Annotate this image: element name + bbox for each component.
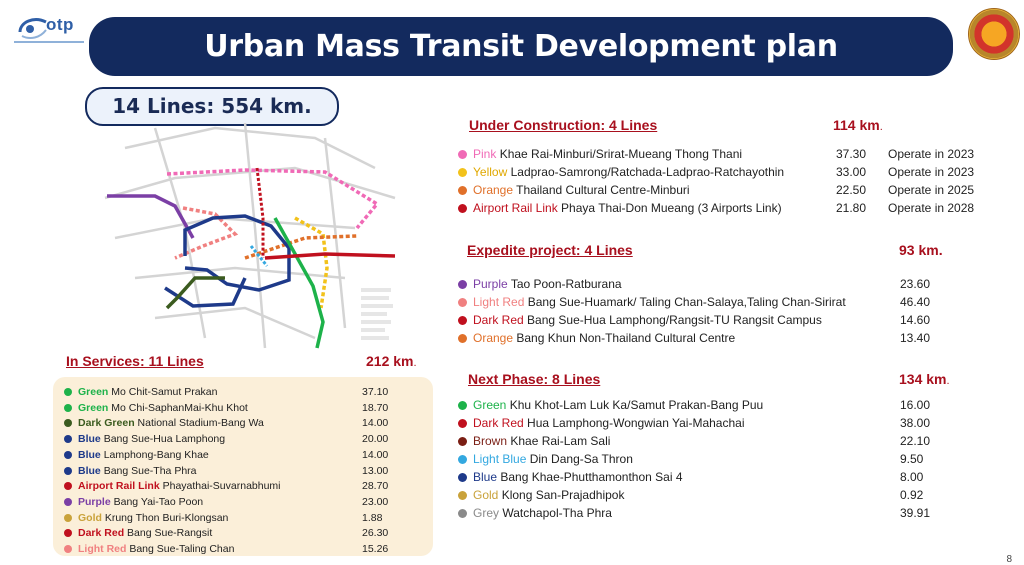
list-item [64,416,264,432]
summary-text: 14 Lines: 554 km [112,94,305,118]
line-bullet-icon [64,404,72,412]
list-item [458,181,690,199]
line-bullet-icon [458,298,467,307]
page-number: 8 [1006,554,1012,565]
line-bullet-icon [64,498,72,506]
ministry-seal-icon [968,8,1020,60]
in-services-km-dot: . [413,357,417,369]
logo-underline [14,41,84,43]
summary-dot: . [304,94,312,118]
line-length: 23.00 [362,495,389,508]
line-color-name: Dark Green [78,417,135,430]
list-item [458,163,784,181]
list-item [458,145,742,163]
line-length: 26.30 [362,527,389,540]
line-route-name: Bang Sue-Rangsit [127,527,213,540]
line-route-name: Khu Khot-Lam Luk Ka/Samut Prakan-Bang Puu [509,398,764,412]
line-route-name: Bang Yai-Tao Poon [113,495,204,508]
line-route-name: Bang Sue-Hua Lamphong [103,433,226,446]
line-color-name: Gold [78,511,102,524]
line-color-name: Grey [473,506,500,520]
line-route-name: Phayathai-Suvarnabhumi [162,480,281,493]
line-color-name: Gold [473,488,499,502]
next-phase-km [899,371,950,387]
line-color-name: Airport Rail Link [78,480,160,493]
line-color-name: Blue [473,470,498,484]
list-item [64,511,228,527]
line-bullet-icon [458,437,467,446]
line-route-name: Ladprao-Samrong/Ratchada-Ladprao-Ratchayothin [510,165,785,179]
line-route-name: Bang Khae-Phutthamonthon Sai 4 [500,470,683,484]
line-bullet-icon [64,451,72,459]
line-route-name: Bang Sue-Tha Phra [103,464,197,477]
line-length: 28.70 [362,480,389,493]
line-route-name: Thailand Cultural Centre-Minburi [516,183,690,197]
line-length: 14.60 [900,313,931,327]
list-item [64,495,203,511]
line-length: 16.00 [900,398,931,412]
list-item [458,293,846,311]
list-item [64,401,248,417]
map-legend-block [361,288,393,340]
list-item [64,479,281,495]
list-item [458,432,610,450]
next-phase-title: Next Phase: 8 Lines [468,371,601,387]
line-bullet-icon [458,150,467,159]
line-bullet-icon [64,514,72,522]
line-route-name: National Stadium-Bang Wa [137,417,264,430]
list-item [64,526,212,542]
line-color-name: Brown [473,434,508,448]
map-line-red-2 [257,168,263,258]
line-length: 14.00 [362,417,389,430]
map-line-pink [167,170,377,228]
list-item [458,450,633,468]
line-bullet-icon [64,388,72,396]
line-route-name: Bang Sue-Hua Lamphong/Rangsit-TU Rangsit Campus [527,313,822,327]
line-color-name: Orange [473,331,514,345]
line-route-name: Phaya Thai-Don Mueang (3 Airports Link) [561,201,782,215]
list-item [458,504,612,522]
line-color-name: Dark Red [473,416,524,430]
otp-logo-text: otp [46,15,74,34]
expedite-km-text: 93 km [899,242,939,258]
line-route-name: Din Dang-Sa Thron [529,452,633,466]
expedite-title: Expedite project: 4 Lines [467,242,633,258]
line-length: 22.10 [900,434,931,448]
list-item [64,464,197,480]
line-color-name: Orange [473,183,514,197]
line-color-name: Pink [473,147,497,161]
list-item [64,448,209,464]
line-color-name: Dark Red [473,313,524,327]
map-line-dark-blue-2 [165,278,245,306]
line-color-name: Purple [78,495,111,508]
line-length: 8.00 [900,470,924,484]
line-color-name: Light Blue [473,452,527,466]
line-status: Operate in 2023 [888,165,975,179]
list-item [458,311,822,329]
line-length: 22.50 [836,183,867,197]
line-bullet-icon [64,435,72,443]
line-color-name: Green [78,386,109,398]
line-color-name: Green [78,401,109,414]
line-route-name: Mo Chit-Samut Prakan [111,386,218,398]
line-status: Operate in 2023 [888,147,975,161]
line-status: Operate in 2025 [888,183,975,197]
map-line-red [265,254,395,258]
line-bullet-icon [458,168,467,177]
line-length: 14.00 [362,448,389,461]
line-length: 23.60 [900,277,931,291]
line-length: 33.00 [836,165,867,179]
line-bullet-icon [458,316,467,325]
next-phase-km-dot: . [946,375,950,387]
line-bullet-icon [458,204,467,213]
line-bullet-icon [458,455,467,464]
under-construction-km-dot: . [879,121,883,133]
under-construction-title: Under Construction: 4 Lines [469,117,658,133]
line-route-name: Krung Thon Buri-Klongsan [104,511,229,524]
line-bullet-icon [64,467,72,475]
line-length: 21.80 [836,201,867,215]
line-bullet-icon [458,334,467,343]
under-construction-km [833,117,883,133]
line-bullet-icon [64,545,72,553]
list-item [458,199,782,217]
otp-logo-icon [16,14,50,42]
next-phase-km-text: 134 km [899,371,947,387]
line-bullet-icon [458,419,467,428]
page-title: Urban Mass Transit Development plan [89,17,953,76]
line-status: Operate in 2028 [888,201,975,215]
line-length: 13.00 [362,464,389,477]
line-length: 15.26 [362,543,389,555]
line-route-name: Mo Chi-SaphanMai-Khu Khot [111,401,248,414]
line-bullet-icon [458,473,467,482]
line-bullet-icon [458,280,467,289]
line-route-name: Watchapol-Tha Phra [502,506,612,520]
line-length: 46.40 [900,295,931,309]
list-item [64,432,225,448]
line-color-name: Light Red [473,295,525,309]
line-bullet-icon [458,401,467,410]
line-bullet-icon [458,186,467,195]
list-item [458,486,624,504]
line-length: 13.40 [900,331,931,345]
line-route-name: Bang Sue-Taling Chan [129,543,235,555]
line-color-name: Purple [473,277,508,291]
line-color-name: Dark Red [78,527,125,540]
line-color-name: Blue [78,464,101,477]
in-services-title: In Services: 11 Lines [66,353,204,369]
list-item [458,396,763,414]
line-route-name: Khae Rai-Lam Sali [510,434,611,448]
list-item [458,414,745,432]
list-item [458,275,622,293]
line-bullet-icon [64,482,72,490]
line-bullet-icon [458,491,467,500]
line-bullet-icon [64,419,72,427]
line-color-name: Blue [78,433,101,446]
line-color-name: Blue [78,448,101,461]
list-item [458,468,683,486]
line-length: 37.30 [836,147,867,161]
list-item [458,329,735,347]
line-length: 0.92 [900,488,924,502]
line-length: 38.00 [900,416,931,430]
line-length: 39.91 [900,506,931,520]
under-construction-km-text: 114 km [833,117,880,133]
expedite-km-dot: . [938,242,943,258]
line-route-name: Hua Lamphong-Wongwian Yai-Mahachai [527,416,745,430]
list-item [64,385,218,401]
line-length: 18.70 [362,401,389,414]
transit-map [95,108,415,358]
line-bullet-icon [64,529,72,537]
line-route-name: Bang Sue-Huamark/ Taling Chan-Salaya,Taling Chan-Sirirat [527,295,846,309]
line-color-name: Airport Rail Link [473,201,558,215]
line-route-name: Tao Poon-Ratburana [510,277,622,291]
line-route-name: Klong San-Prajadhipok [501,488,625,502]
expedite-km [899,242,943,258]
list-item [64,542,234,558]
line-route-name: Khae Rai-Minburi/Srirat-Mueang Thong Thani [499,147,743,161]
in-services-km [366,353,417,369]
line-color-name: Yellow [473,165,508,179]
line-color-name: Green [473,398,507,412]
map-background-lines [105,123,395,348]
line-route-name: Lamphong-Bang Khae [103,448,209,461]
line-length: 20.00 [362,433,389,446]
in-services-km-text: 212 km [366,353,414,369]
line-length: 9.50 [900,452,924,466]
line-bullet-icon [458,509,467,518]
line-length: 37.10 [362,386,389,398]
line-route-name: Bang Khun Non-Thailand Cultural Centre [516,331,736,345]
line-color-name: Light Red [78,543,127,555]
line-length: 1.88 [362,511,383,524]
